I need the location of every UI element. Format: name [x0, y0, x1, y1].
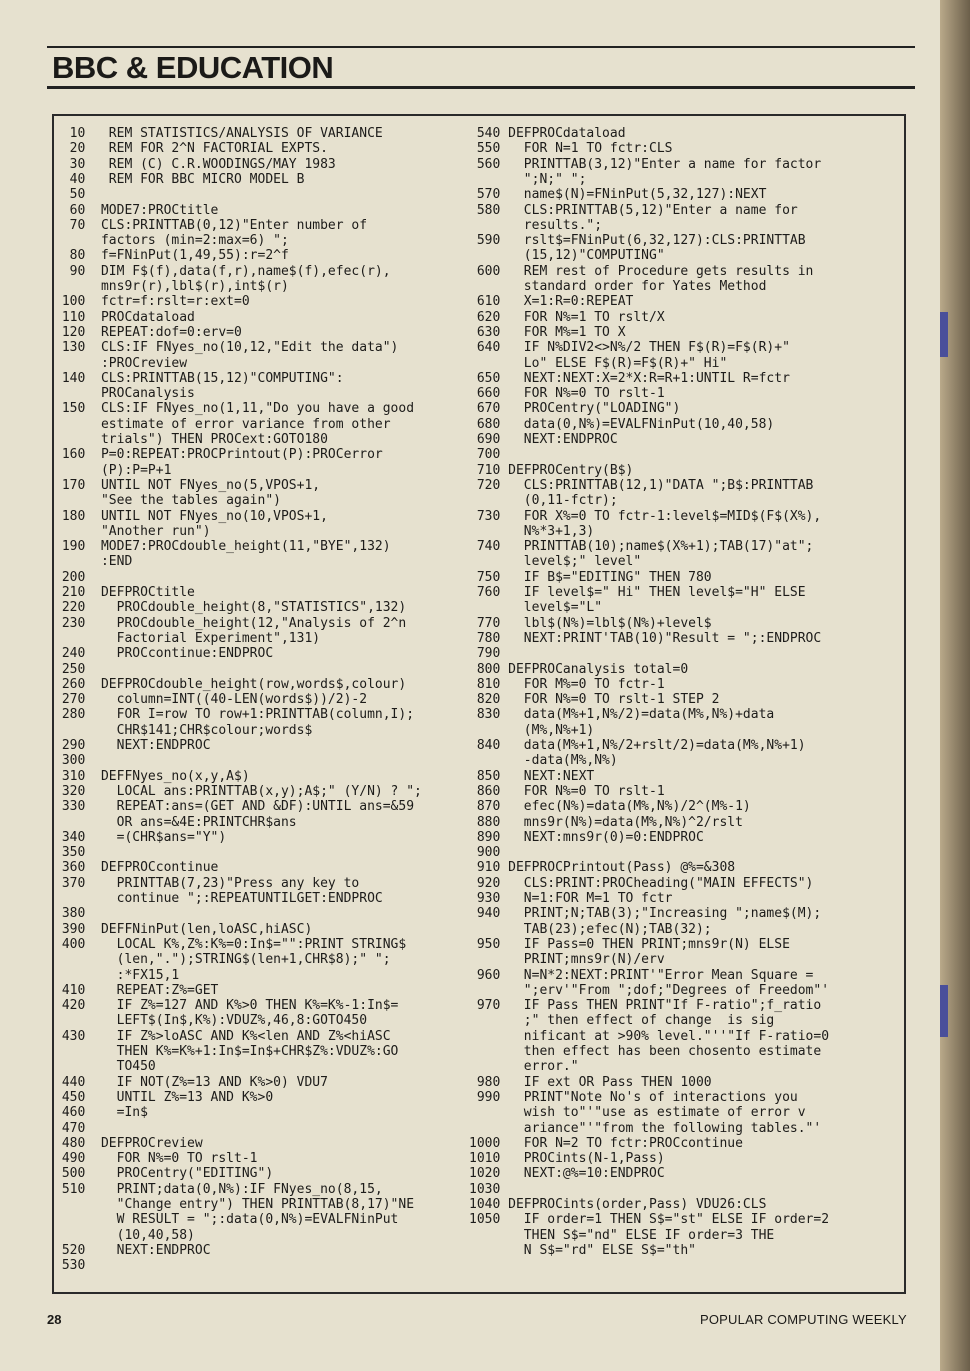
- code-line: 220 PROCdouble_height(8,"STATISTICS",132): [54, 600, 407, 616]
- code-line: 500 PROCentry("EDITING"): [54, 1166, 274, 1182]
- code-line: OR ans=&4E:PRINTCHR$ans: [54, 814, 297, 830]
- code-line: 490 FOR N%=0 TO rslt-1: [54, 1151, 258, 1167]
- code-line: 810 FOR M%=0 TO fctr-1: [469, 676, 665, 692]
- code-line: :*FX15,1: [54, 967, 180, 983]
- code-line: 660 FOR N%=0 TO rslt-1: [469, 386, 665, 402]
- code-line: Factorial Experiment",131): [54, 630, 321, 646]
- code-line: 720 CLS:PRINTTAB(12,1)"DATA ";B$:PRINTTAB: [469, 477, 814, 493]
- code-line: 110 PROCdataload: [54, 309, 195, 325]
- code-line: 200: [54, 569, 86, 585]
- code-line: 450 UNTIL Z%=13 AND K%>0: [54, 1089, 274, 1105]
- code-line: 930 N=1:FOR M=1 TO fctr: [469, 891, 673, 906]
- code-line: 540 DEFPROCdataload: [469, 126, 626, 141]
- code-line: "Another run"): [54, 523, 211, 539]
- code-line: 680 data(0,N%)=EVALFNinPut(10,40,58): [469, 416, 775, 432]
- code-line: 1040 DEFPROCints(order,Pass) VDU26:CLS: [469, 1197, 767, 1212]
- code-line: 310 DEFFNyes_no(x,y,A$): [54, 768, 250, 784]
- header-top-rule: [47, 46, 915, 48]
- edge-tab-mark: [940, 312, 948, 357]
- code-line: 260 DEFPROCdouble_height(row,words$,colour): [54, 676, 407, 692]
- code-line: 270 column=INT((40-LEN(words$))/2)-2: [54, 692, 368, 708]
- section-title: BBC & EDUCATION: [52, 50, 334, 85]
- code-line: standard order for Yates Method: [469, 279, 767, 294]
- code-line: -data(M%,N%): [469, 753, 618, 769]
- code-line: (M%,N%+1): [469, 722, 595, 738]
- code-line: 140 CLS:PRINTTAB(15,12)"COMPUTING":: [54, 370, 344, 386]
- code-line: 40 REM FOR BBC MICRO MODEL B: [54, 171, 305, 187]
- code-line: 420 IF Z%=127 AND K%>0 THEN K%=K%-1:In$=: [54, 998, 399, 1014]
- code-line: 1020 NEXT:@%=10:ENDPROC: [469, 1166, 665, 1182]
- code-line: 370 PRINTTAB(7,23)"Press any key to: [54, 875, 360, 891]
- code-line: nificant at >90% level."''"If F-ratio=0: [469, 1028, 830, 1044]
- code-line: 410 REPEAT:Z%=GET: [54, 982, 219, 998]
- code-line: 790: [469, 646, 501, 662]
- code-line: 380: [54, 906, 86, 922]
- code-line: 690 NEXT:ENDPROC: [469, 432, 618, 447]
- code-line: ";erv'"From ";dof;"Degrees of Freedom"': [469, 982, 830, 998]
- code-line: 10 REM STATISTICS/ANALYSIS OF VARIANCE: [54, 126, 383, 141]
- code-line: then effect has been chosento estimate: [469, 1044, 822, 1059]
- code-line: 600 REM rest of Procedure gets results in: [469, 263, 814, 279]
- code-line: 520 NEXT:ENDPROC: [54, 1242, 211, 1258]
- code-line: 890 NEXT:mns9r(0)=0:ENDPROC: [469, 829, 704, 845]
- code-line: factors (min=2:max=6) ";: [54, 233, 289, 249]
- code-line: (P):P=P+1: [54, 462, 172, 478]
- code-line: 750 IF B$="EDITING" THEN 780: [469, 569, 712, 585]
- code-line: 920 CLS:PRINT:PROCheading("MAIN EFFECTS"): [469, 875, 814, 891]
- code-line: 460 =In$: [54, 1105, 148, 1121]
- code-line: 590 rslt$=FNinPut(6,32,127):CLS:PRINTTAB: [469, 233, 806, 249]
- code-line: 100 fctr=f:rslt=r:ext=0: [54, 294, 250, 310]
- code-line: LEFT$(In$,K%):VDUZ%,46,8:GOTO450: [54, 1013, 368, 1029]
- code-line: level$;" level": [469, 554, 642, 570]
- code-line: :PROCreview: [54, 355, 188, 371]
- page-edge: [940, 0, 970, 1371]
- code-line: 770 lbl$(N%)=lbl$(N%)+level$: [469, 615, 712, 631]
- code-line: "Change entry") THEN PRINTTAB(8,17)"NE: [54, 1197, 415, 1212]
- code-line: 170 UNTIL NOT FNyes_no(5,VPOS+1,: [54, 477, 321, 493]
- code-line: 340 =(CHR$ans="Y"): [54, 829, 227, 845]
- code-line: 670 PROCentry("LOADING"): [469, 401, 681, 417]
- code-line: 400 LOCAL K%,Z%:K%=0:In$="":PRINT STRING$: [54, 936, 407, 952]
- code-line: (10,40,58): [54, 1227, 195, 1243]
- code-line: 150 CLS:IF FNyes_no(1,11,"Do you have a good: [54, 401, 415, 417]
- code-line: 650 NEXT:NEXT:X=2*X:R=R+1:UNTIL R=fctr: [469, 370, 790, 386]
- code-line: W RESULT = ";:data(0,N%)=EVALFNinPut: [54, 1212, 399, 1228]
- page-number: 28: [47, 1312, 62, 1327]
- code-line: mns9r(r),lbl$(r),int$(r): [54, 279, 289, 294]
- code-line: 760 IF level$=" Hi" THEN level$="H" ELSE: [469, 585, 806, 600]
- code-line: ariance"'"from the following tables."': [469, 1120, 822, 1136]
- code-line: 90 DIM F$(f),data(f,r),name$(f),efec(r),: [54, 263, 391, 279]
- code-line: 70 CLS:PRINTTAB(0,12)"Enter number of: [54, 217, 368, 233]
- code-line: 1010 PROCints(N-1,Pass): [469, 1151, 665, 1167]
- code-line: 330 REPEAT:ans=(GET AND &DF):UNTIL ans=&59: [54, 799, 415, 815]
- code-line: 880 mns9r(N%)=data(M%,N%)^2/rslt: [469, 814, 743, 830]
- code-line: continue ";:REPEATUNTILGET:ENDPROC: [54, 891, 383, 906]
- code-line: 120 REPEAT:dof=0:erv=0: [54, 324, 242, 340]
- code-line: 700: [469, 447, 501, 463]
- section-header: [47, 46, 915, 90]
- code-line: 250: [54, 661, 86, 677]
- code-line: 80 f=FNinPut(1,49,55):r=2^f: [54, 248, 289, 264]
- code-line: 190 MODE7:PROCdouble_height(11,"BYE",132): [54, 539, 391, 555]
- code-line: 160 P=0:REPEAT:PROCPrintout(P):PROCerror: [54, 447, 383, 463]
- code-line: 20 REM FOR 2^N FACTORIAL EXPTS.: [54, 141, 328, 157]
- code-line: trials") THEN PROCext:GOTO180: [54, 432, 328, 447]
- code-line: 240 PROCcontinue:ENDPROC: [54, 646, 274, 662]
- code-line: 970 IF Pass THEN PRINT"If F-ratio";f_ratio: [469, 998, 822, 1014]
- code-line: 640 IF N%DIV2<>N%/2 THEN F$(R)=F$(R)+": [469, 340, 790, 356]
- code-line: Lo" ELSE F$(R)=F$(R)+" Hi": [469, 355, 728, 371]
- code-line: N S$="rd" ELSE S$="th": [469, 1242, 696, 1258]
- code-line: :END: [54, 554, 133, 570]
- code-line: 990 PRINT"Note No's of interactions you: [469, 1089, 798, 1105]
- code-line: ;" then effect of change is sig: [469, 1013, 775, 1029]
- code-line: TAB(23);efec(N);TAB(32);: [469, 921, 712, 937]
- code-line: 210 DEFPROCtitle: [54, 585, 195, 600]
- code-line: 860 FOR N%=0 TO rslt-1: [469, 783, 665, 799]
- code-line: 570 name$(N)=FNinPut(5,32,127):NEXT: [469, 187, 767, 203]
- code-line: 820 FOR N%=0 TO rslt-1 STEP 2: [469, 692, 720, 708]
- code-line: 560 PRINTTAB(3,12)"Enter a name for factor: [469, 156, 822, 172]
- magazine-name: POPULAR COMPUTING WEEKLY: [700, 1312, 907, 1327]
- code-line: TO450: [54, 1059, 156, 1075]
- code-line: 50: [54, 187, 86, 203]
- code-line: 840 data(M%+1,N%/2+rslt/2)=data(M%,N%+1): [469, 738, 806, 753]
- code-line: 580 CLS:PRINTTAB(5,12)"Enter a name for: [469, 202, 798, 218]
- code-line: 430 IF Z%>loASC AND K%<len AND Z%<hiASC: [54, 1028, 391, 1044]
- code-line: 180 UNTIL NOT FNyes_no(10,VPOS+1,: [54, 508, 328, 524]
- code-line: 980 IF ext OR Pass THEN 1000: [469, 1074, 712, 1090]
- code-line: 280 FOR I=row TO row+1:PRINTTAB(column,I);: [54, 707, 415, 723]
- code-line: 940 PRINT;N;TAB(3);"Increasing ";name$(M);: [469, 906, 822, 922]
- code-line: (15,12)"COMPUTING": [469, 248, 665, 264]
- code-line: (len,".");STRING$(len+1,CHR$8);" ";: [54, 952, 391, 968]
- code-line: (0,11-fctr);: [469, 493, 618, 509]
- code-line: 960 N=N*2:NEXT:PRINT'"Error Mean Square =: [469, 967, 814, 983]
- code-line: 870 efec(N%)=data(M%,N%)/2^(M%-1): [469, 799, 751, 815]
- code-line: 350: [54, 845, 86, 861]
- code-line: 730 FOR X%=0 TO fctr-1:level$=MID$(F$(X%),: [469, 508, 822, 524]
- code-line: 470: [54, 1120, 86, 1136]
- code-line: 950 IF Pass=0 THEN PRINT;mns9r(N) ELSE: [469, 936, 790, 952]
- code-line: 630 FOR M%=1 TO X: [469, 324, 626, 340]
- code-line: 780 NEXT:PRINT'TAB(10)"Result = ";:ENDPROC: [469, 630, 822, 646]
- code-line: 710 DEFPROCentry(B$): [469, 462, 634, 478]
- header-bottom-rule: [47, 86, 915, 89]
- code-line: 550 FOR N=1 TO fctr:CLS: [469, 141, 673, 157]
- code-line: PROCanalysis: [54, 386, 195, 402]
- code-line: 320 LOCAL ans:PRINTTAB(x,y);A$;" (Y/N) ? ";: [54, 783, 422, 799]
- code-line: 610 X=1:R=0:REPEAT: [469, 294, 634, 310]
- code-line: 910 DEFPROCPrintout(Pass) @%=&308: [469, 860, 736, 876]
- code-line: estimate of error variance from other: [54, 416, 391, 432]
- code-line: 530: [54, 1258, 86, 1274]
- code-line: 230 PROCdouble_height(12,"Analysis of 2^n: [54, 615, 407, 631]
- code-line: 30 REM (C) C.R.WOODINGS/MAY 1983: [54, 156, 336, 172]
- code-line: error.": [469, 1059, 579, 1075]
- code-line: 620 FOR N%=1 TO rslt/X: [469, 309, 665, 325]
- code-line: 740 PRINTTAB(10);name$(X%+1);TAB(17)"at";: [469, 539, 814, 555]
- code-line: N%*3+1,3): [469, 523, 595, 539]
- code-line: THEN K%=K%+1:In$=In$+CHR$Z%:VDUZ%:GO: [54, 1044, 399, 1059]
- code-line: 60 MODE7:PROCtitle: [54, 202, 219, 218]
- code-line: CHR$141;CHR$colour;words$: [54, 722, 313, 738]
- program-listing: [52, 114, 906, 1294]
- code-line: 440 IF NOT(Z%=13 AND K%>0) VDU7: [54, 1074, 328, 1090]
- code-line: 390 DEFFNinPut(len,loASC,hiASC): [54, 921, 313, 937]
- code-line: 480 DEFPROCreview: [54, 1135, 203, 1151]
- code-line: 300: [54, 753, 86, 769]
- code-line: PRINT;mns9r(N)/erv: [469, 952, 665, 968]
- code-line: 830 data(M%+1,N%/2)=data(M%,N%)+data: [469, 707, 775, 723]
- code-line: 130 CLS:IF FNyes_no(10,12,"Edit the data"): [54, 340, 399, 356]
- code-line: THEN S$="nd" ELSE IF order=3 THE: [469, 1227, 775, 1243]
- code-line: 1030: [469, 1181, 501, 1197]
- code-line: 1050 IF order=1 THEN S$="st" ELSE IF order=2: [469, 1212, 830, 1228]
- code-line: 850 NEXT:NEXT: [469, 768, 595, 784]
- code-line: 900: [469, 845, 501, 861]
- code-line: ";N;" ";: [469, 171, 587, 187]
- code-line: 360 DEFPROCcontinue: [54, 860, 219, 876]
- code-line: results.";: [469, 217, 603, 233]
- code-line: 290 NEXT:ENDPROC: [54, 738, 211, 753]
- code-line: level$="L": [469, 600, 603, 616]
- code-line: 510 PRINT;data(0,N%):IF FNyes_no(8,15,: [54, 1181, 383, 1197]
- code-line: "See the tables again"): [54, 493, 281, 509]
- code-line: 800 DEFPROCanalysis total=0: [469, 661, 689, 677]
- code-line: 1000 FOR N=2 TO fctr:PROCcontinue: [469, 1135, 743, 1151]
- edge-tab-mark: [940, 985, 948, 1037]
- code-line: wish to"'"use as estimate of error v: [469, 1105, 806, 1121]
